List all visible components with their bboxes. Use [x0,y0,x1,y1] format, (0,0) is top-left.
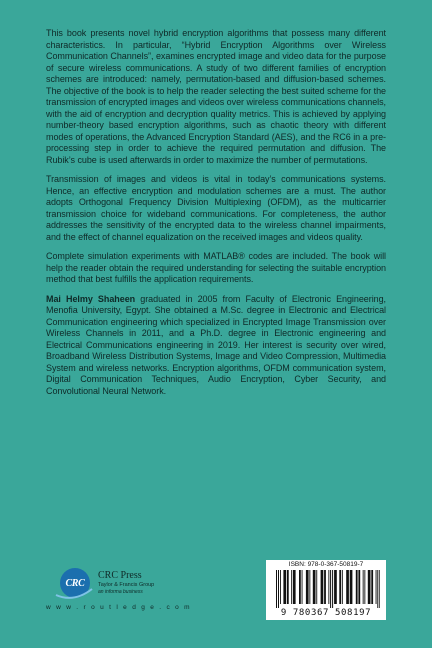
crc-logo-text: CRC [65,577,85,589]
description-paragraph-2: Transmission of images and videos is vital in today’s communications systems. Hence, an effective encryption and modulation schemes are a must. The author adopts Orthogonal Frequency Division Multiplexing (OFDM), as the multicarrier transmission choice for wideband communications. For completeness, the author addresses the sensitivity of the encrypted data to the wireless channel impairments, and the effect of channel equalization on the received images and videos quality. [46,174,386,242]
crc-swoosh-icon [54,585,94,601]
author-bio [46,294,386,398]
author-bio-text: graduated in 2005 from Faculty of Electronic Engineering, Menofia University, Egypt. She obtained a M.Sc. degree in Electronic and Electrical Communication engineering which specialized in Encrypted Image Transmission over Wireless Channels in 2011, and a Ph.D. degree in Electronic engineering and Electrical Communications engineering in 2019. Her interest is security over wired, Broadband Wireless Distribution Systems, Image and Video Compression, Multimedia System and wireless networks. Encryption algorithms, OFDM communication system, Digital Communication Techniques, Audio Encryption, Cyber Security, and Convolutional Neural Network. [46,293,387,396]
isbn-barcode-box [266,560,386,620]
back-cover-text [46,28,386,405]
publisher-url: w w w . r o u t l e d g e . c o m [46,604,192,611]
author-name: Mai Helmy Shaheen [46,293,136,304]
publisher-name: CRC Press [98,570,142,581]
publisher-group: Taylor & Francis Group [98,582,155,588]
description-paragraph-1: This book presents novel hybrid encryption algorithms that possess many different characteristics. In particular, “Hybrid Encryption Algorithms over Wireless Communication Channels”, examines encrypted image and video data for the purpose of secure wireless communications. A study of two different families of encryption schemes are introduced: namely, permutation-based and diffusion-based schemes. The objective of the book is to help the reader selecting the best suited scheme for the transmission of encrypted images and videos over wireless communications channels, with the aid of encryption and decryption quality metrics. This is achieved by applying number-theory based encryption algorithms, such as chaotic theory with different modes of operations, the Advanced Encryption Standard (AES), and the RC6 in a pre-processing step in order to achieve the required permutation and diffusion. The Rubik’s cube is used afterwards in order to maximize the number of permutations. [46,28,386,165]
barcode-icon [274,570,380,608]
publisher-subtitle: an informa business [98,589,143,595]
publisher-block [46,568,216,618]
barcode-digits: 9 780367 508197 [280,608,372,618]
isbn-label: ISBN: 978-0-367-50819-7 [288,561,364,568]
description-paragraph-3: Complete simulation experiments with MATLAB® codes are included. The book will help the reader obtain the required understanding for selecting the suitable encryption method that best fulfills the application requirements. [46,251,386,284]
